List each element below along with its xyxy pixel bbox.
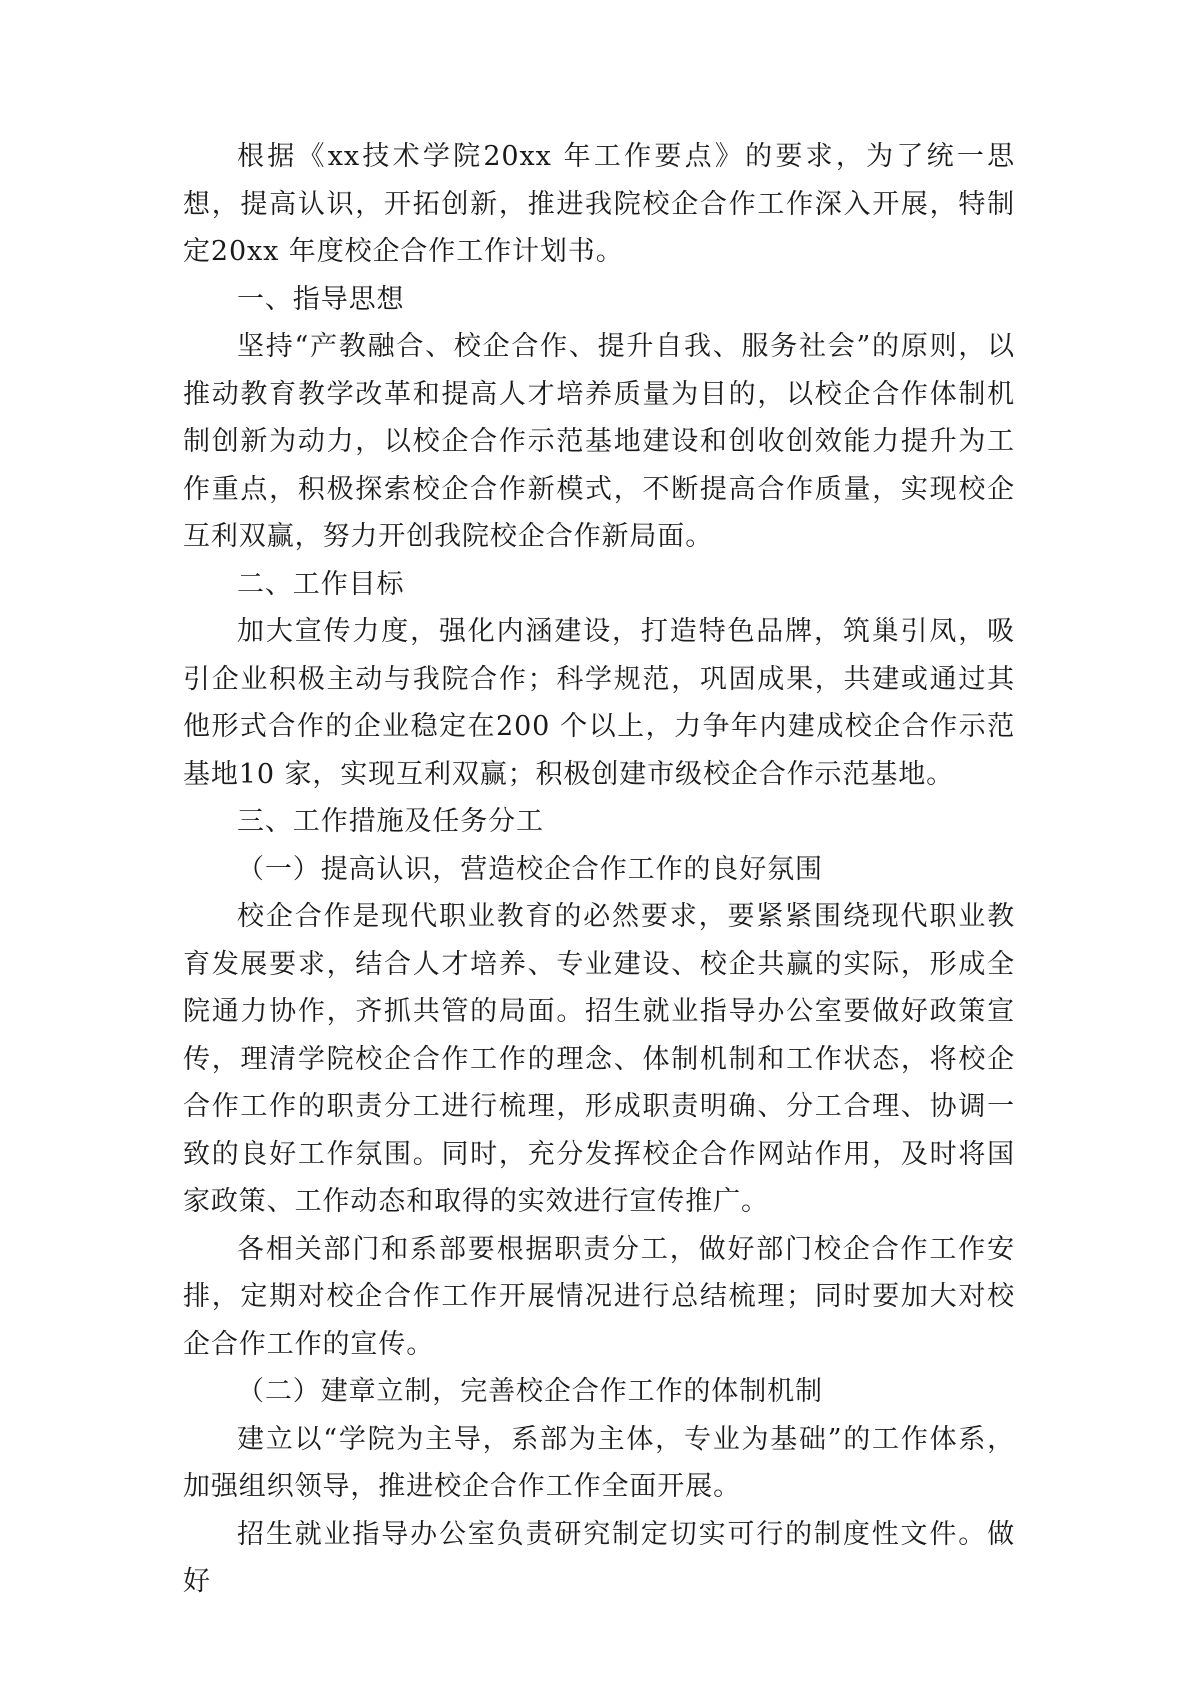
subsection-heading-awareness: （一）提高认识，营造校企合作工作的良好氛围 [237,853,823,885]
work-goals-paragraph: 加大宣传力度，强化内涵建设，打造特色品牌，筑巢引凤，吸引企业积极主动与我院合作；科学规范，巩固成果，共建或通过其他形式合作的企业稳定在200 个以上，力争年内建成校企合作示范基地10 家，实现互利双赢；积极创建市级校企合作示范基地。 [183,616,1015,790]
section-heading-work-goals: 二、工作目标 [237,568,405,600]
institutions-paragraph-1: 建立以“学院为主导，系部为主体，专业为基础”的工作体系，加强组织领导，推进校企合作工作全面开展。 [183,1423,1015,1502]
institutions-paragraph-2: 招生就业指导办公室负责研究制定切实可行的制度性文件。做好 [183,1518,1015,1597]
section-heading-guiding-ideology: 一、指导思想 [237,283,405,315]
intro-paragraph: 根据《xx技术学院20xx 年工作要点》的要求，为了统一思想，提高认识，开拓创新，推进我院校企合作工作深入开展，特制定20xx 年度校企合作工作计划书。 [183,141,1015,267]
subsection-heading-institutions: （二）建章立制，完善校企合作工作的体制机制 [237,1376,823,1407]
awareness-paragraph-1: 校企合作是现代职业教育的必然要求，要紧紧围绕现代职业教育发展要求，结合人才培养、专业建设、校企共赢的实际，形成全院通力协作，齐抓共管的局面。招生就业指导办公室要做好政策宣传，理清学院校企合作工作的理念、体制机制和工作状态，将校企合作工作的职责分工进行梳理，形成职责明确、分工合理、协调一致的良好工作氛围。同时，充分发挥校企合作网站作用，及时将国家政策、工作动态和取得的实效进行宣传推广。 [183,901,1015,1217]
section-heading-measures: 三、工作措施及任务分工 [237,806,544,837]
document-body [183,133,1015,1606]
awareness-paragraph-2: 各相关部门和系部要根据职责分工，做好部门校企合作工作安排，定期对校企合作工作开展情况进行总结梳理；同时要加大对校企合作工作的宣传。 [183,1233,1015,1360]
guiding-ideology-paragraph: 坚持“产教融合、校企合作、提升自我、服务社会”的原则，以推动教育教学改革和提高人才培养质量为目的，以校企合作体制机制创新为动力，以校企合作示范基地建设和创收创效能力提升为工作重点，积极探索校企合作新模式，不断提高合作质量，实现校企互利双赢，努力开创我院校企合作新局面。 [183,331,1015,552]
